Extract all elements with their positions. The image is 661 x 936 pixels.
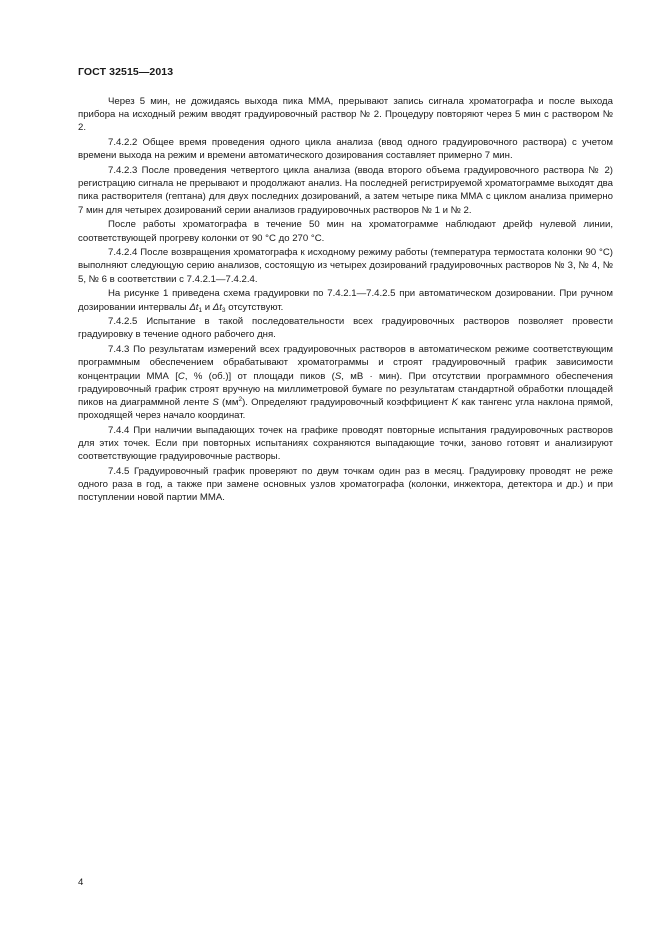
text-run: , % (об.)] от площади пиков ( xyxy=(184,370,335,382)
text-run: и xyxy=(202,301,213,313)
paragraph-7-4-2-4: 7.4.2.4 После возвращения хроматографа к исходному режиму работы (температура термостата колонки 90 °С) выполняют следующую серию анализов, состоящую из четырех дозирований градуировочных растворов № 3, № 4, № 5, № 6 в соответствии с 7.4.2.1—7.4.2.4. xyxy=(78,247,613,285)
superscript: 2 xyxy=(238,395,243,403)
variable-s: S xyxy=(334,370,342,382)
variable-s: S xyxy=(212,396,219,408)
page-number: 4 xyxy=(78,877,84,888)
document-body xyxy=(78,95,613,505)
paragraph-7-4-4: 7.4.4 При наличии выпадающих точек на графике проводят повторные испытания градуировочных растворов для этих точек. Если при повторных испытаниях сохраняются выпадающие точки, заново готовят и анализируют соответствующие градуировочные растворы. xyxy=(78,424,613,463)
delta-t-symbol: Δt xyxy=(212,301,222,313)
variable-k: K xyxy=(451,396,459,408)
text-run: 7.4.3 По результатам измерений всех градуировочных растворов в автоматическом режиме соответствующим программным обеспечением обрабатывают хроматограммы и строят градуировочный график зависимости концентрации ММА [ xyxy=(78,344,613,382)
subscript: 1 xyxy=(198,306,203,314)
paragraph-7-4-5: 7.4.5 Градуировочный график проверяют по двум точкам один раз в месяц. Градуировку проводят не реже одного раза в год, а также при замене основных узлов хроматографа (колонки, инжектора, детектора и др.) и при поступлении новой партии ММА. xyxy=(78,465,613,504)
text-run: отсутствуют. xyxy=(225,301,284,313)
text-run: (мм xyxy=(218,396,239,408)
paragraph-7-4-3 xyxy=(78,343,613,422)
text-run: как тангенс угла наклона прямой, проходящей через начало координат. xyxy=(78,396,613,422)
delta-t-symbol: Δt xyxy=(189,301,199,313)
variable-c: С xyxy=(177,370,185,382)
paragraph-drift: После работы хроматографа в течение 50 мин на хроматограмме наблюдают дрейф нулевой линии, соответствующей прогреву колонки от 90 °С до 270 °С. xyxy=(78,219,613,244)
text-run: ). Определяют градуировочный коэффициент xyxy=(242,396,452,408)
paragraph-intro: Через 5 мин, не дожидаясь выхода пика ММА, прерывают запись сигнала хроматографа и после выхода прибора на исходный режим вводят градуировочный раствор № 2. Процедуру повторяют через 5 мин с раствором № 2. xyxy=(78,96,613,134)
text-run: На рисунке 1 приведена схема градуировки по 7.4.2.1—7.4.2.5 при автоматическом дозировании. При ручном дозировании интервалы xyxy=(78,288,613,313)
paragraph-figure-ref xyxy=(78,287,613,313)
document-header: ГОСТ 32515—2013 xyxy=(78,66,174,78)
paragraph-7-4-2-2: 7.4.2.2 Общее время проведения одного цикла анализа (ввод одного градуировочного раствора) с учетом времени выхода на режим и времени автоматического дозирования составляет примерно 7 мин. xyxy=(78,137,613,162)
text-run: , мВ · мин). При отсутствии программного обеспечения градуировочный график строят вручную на миллиметровой бумаге по результатам стандартной обработки площадей пиков на диаграммной ленте xyxy=(78,370,613,408)
paragraph-7-4-2-5: 7.4.2.5 Испытание в такой последовательности всех градуировочных растворов позволяет провести градуировку в течение одного рабочего дня. xyxy=(78,316,613,341)
subscript: 3 xyxy=(221,306,226,314)
paragraph-7-4-2-3: 7.4.2.3 После проведения четвертого цикла анализа (ввода второго объема градуировочного раствора № 2) регистрацию сигнала не прерывают и продолжают анализ. На последней регистрируемой хроматограмме выходят два пика растворителя (гептана) для двух последних дозирований, а затем четыре пика ММА с циклом анализа примерно 7 мин для четырех дозирований серии анализов градуировочных растворов № 1 и № 2. xyxy=(78,165,613,216)
